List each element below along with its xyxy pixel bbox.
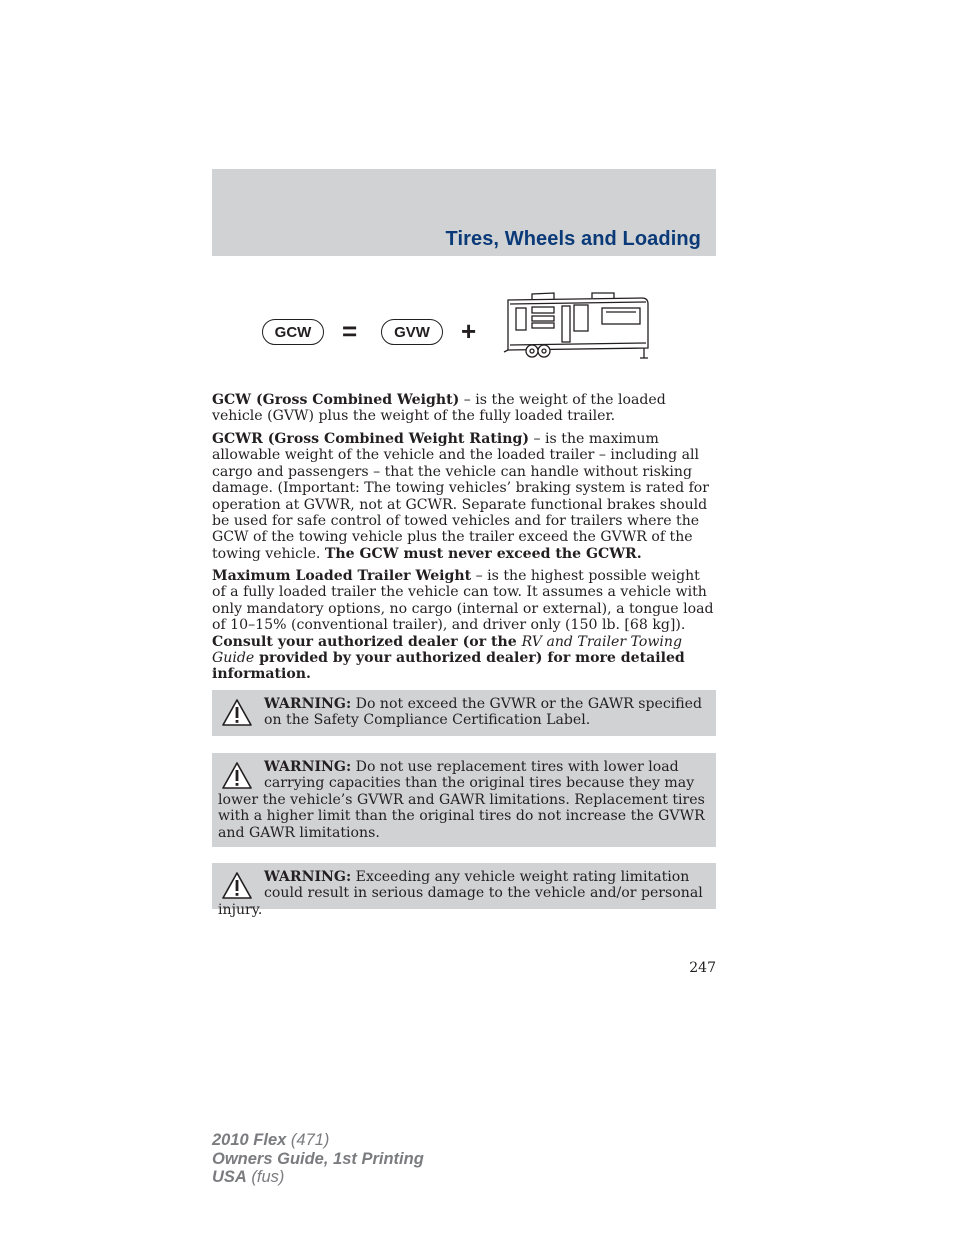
footer-model: 2010 Flex <box>212 1131 287 1149</box>
warning-triangle-icon <box>221 761 253 791</box>
document-footer <box>212 1131 424 1187</box>
warning-text: Do not use replacement tires with lower load carrying capacities than the original tires because they may lower the vehicle’s GVWR and GAWR limitations. Replacement tires with a higher limit than the original tires do not increase the GVWR and GAWR limitations. <box>218 759 705 841</box>
warning-box-1 <box>212 690 716 736</box>
warning-text: Exceeding any vehicle weight rating limitation could result in serious damage to the vehicle and/or personal injury. <box>218 869 703 918</box>
warning-box-2 <box>212 753 716 847</box>
warning-triangle-icon <box>221 698 253 728</box>
warning-triangle-icon <box>221 871 253 901</box>
footer-model-code: (471) <box>286 1131 330 1149</box>
section-title: Tires, Wheels and Loading <box>445 228 701 250</box>
page-number: 247 <box>689 960 716 976</box>
gcw-label: GCW <box>262 319 324 345</box>
plus-sign: + <box>461 316 477 346</box>
warning-label: WARNING: <box>264 869 352 885</box>
gcw-term: GCW (Gross Combined Weight) <box>212 392 460 408</box>
gcwr-definition <box>212 431 716 562</box>
gcwr-emphasis: The GCW must never exceed the GCWR. <box>324 545 642 562</box>
gcw-text: – is the weight of the loaded vehicle (GVW) plus the weight of the fully loaded trailer. <box>212 392 666 425</box>
travel-trailer-icon <box>502 290 652 364</box>
mltw-guide-title: RV and Trailer Towing Guide <box>212 633 682 667</box>
warning-text: Do not exceed the GVWR or the GAWR specified on the Safety Compliance Certification Label. <box>264 696 703 729</box>
warning-box-3 <box>212 863 716 918</box>
max-trailer-weight-definition <box>212 568 716 683</box>
footer-market-code: (fus) <box>246 1168 285 1186</box>
warning-label: WARNING: <box>264 696 352 712</box>
gcwr-term: GCWR (Gross Combined Weight Rating) <box>212 431 530 447</box>
gcw-definition <box>212 392 716 425</box>
mltw-emphasis-2: provided by your authorized dealer) for more detailed information. <box>212 650 685 683</box>
gvw-label: GVW <box>381 319 443 345</box>
mltw-emphasis-1: Consult your authorized dealer (or the <box>212 633 522 650</box>
footer-guide-edition: Owners Guide, 1st Printing <box>212 1149 424 1168</box>
warning-label: WARNING: <box>264 759 352 775</box>
mltw-text: – is the highest possible weight of a fully loaded trailer the vehicle can tow. It assumes a vehicle with only mandatory options, no cargo (internal or external), a tongue load of 10–15% (conventional trailer), and driver only (150 lb. [68 kg]). <box>212 568 714 634</box>
mltw-term: Maximum Loaded Trailer Weight <box>212 568 472 584</box>
gcwr-text: – is the maximum allowable weight of the vehicle and the loaded trailer – including all cargo and passengers – that the vehicle can handle without risking damage. (Important: The towing vehicles’ braking system is rated for operation at GVWR, not at GCWR. Separate functional brakes should be used for safe control of towed vehicles and for trailers where the GCW of the towing vehicle plus the trailer exceed the GVWR of the towing vehicle. <box>212 431 710 562</box>
equals-sign: = <box>342 316 358 346</box>
footer-market: USA <box>212 1168 247 1186</box>
header-band <box>212 169 716 256</box>
gcw-formula-diagram <box>258 290 658 364</box>
